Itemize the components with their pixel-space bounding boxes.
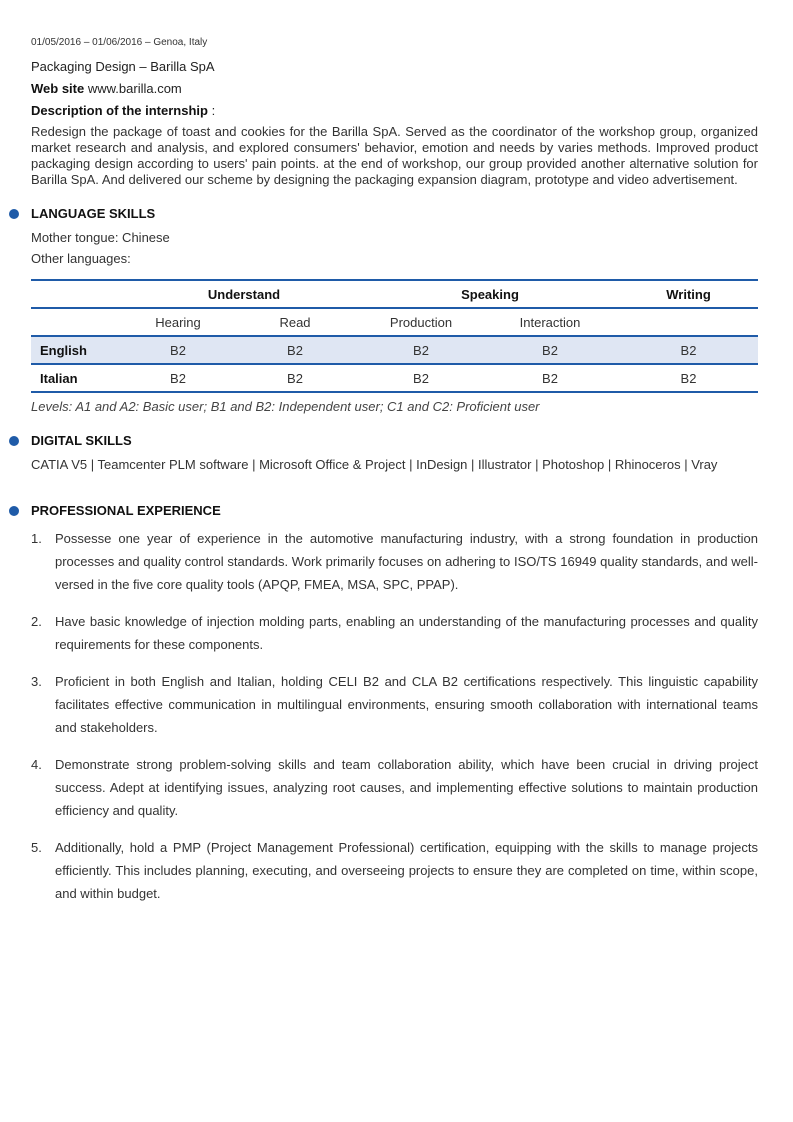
other-languages-label: Other languages: (31, 251, 131, 266)
cv-page (31, 36, 758, 919)
language-skills-section (31, 206, 758, 222)
internship-date-place: 01/05/2016 – 01/06/2016 – Genoa, Italy (31, 37, 208, 48)
level-hearing: B2 (170, 370, 186, 386)
list-item-number: 5. (31, 840, 42, 855)
section-bullet-icon (9, 209, 19, 219)
levels-note: Levels: A1 and A2: Basic user; B1 and B2: Independent user; C1 and C2: Proficient user (31, 399, 540, 414)
list-item-text: Additionally, hold a PMP (Project Management Professional) certification, equipping with the skills to manage projects efficiently. This includes planning, executing, and overseeing projects to ensure they are completed on time, within scope, and within budget. (55, 840, 758, 901)
subheader-interaction: Interaction (519, 314, 581, 330)
table-row (31, 364, 758, 392)
header-speaking: Speaking (461, 286, 519, 302)
level-interaction: B2 (542, 342, 558, 358)
experience-list (31, 527, 758, 905)
language-table-header-row (31, 280, 758, 308)
header-understand: Understand (207, 286, 281, 302)
internship-description: Redesign the package of toast and cookies for the Barilla SpA. Served as the coordinator of the workshop group, organized market research and analysis, and explored consumers' behavior, emotion and needs by varies methods. Improved product packaging design according to users' pain points. at the end of workshop, our group provided another alternative solution for Barilla SpA. And delivered our scheme by designing the packaging expansion diagram, prototype and video advertisement. (31, 124, 758, 187)
list-item (31, 753, 758, 822)
list-item-text: Proficient in both English and Italian, holding CELI B2 and CLA B2 certifications respectively. This linguistic capability facilitates effective communication in multilingual environments, ensuring smooth collaboration with international teams and stakeholders. (55, 674, 758, 735)
list-item (31, 836, 758, 905)
language-name: Italian (40, 370, 78, 386)
subheader-read: Read (279, 314, 311, 330)
list-item-number: 3. (31, 674, 42, 689)
level-writing: B2 (680, 370, 697, 386)
professional-experience-section (31, 503, 758, 519)
level-read: B2 (287, 370, 303, 386)
language-skills-title: LANGUAGE SKILLS (31, 206, 156, 221)
level-production: B2 (413, 370, 429, 386)
list-item-number: 1. (31, 531, 42, 546)
section-bullet-icon (9, 506, 19, 516)
list-item-text: Possesse one year of experience in the automotive manufacturing industry, with a strong foundation in production processes and quality control standards. Work primarily focuses on adhering to ISO/TS 16949 quality standards, and well-versed in the five core quality tools (APQP, FMEA, MSA, SPC, PPAP). (55, 531, 758, 592)
list-item (31, 527, 758, 596)
list-item-number: 2. (31, 614, 42, 629)
level-writing: B2 (680, 342, 697, 358)
subheader-production: Production (389, 314, 453, 330)
list-item (31, 610, 758, 656)
table-row (31, 336, 758, 364)
level-production: B2 (413, 342, 429, 358)
website-link[interactable]: www.barilla.com (87, 81, 182, 96)
professional-experience-title: PROFESSIONAL EXPERIENCE (31, 503, 221, 518)
description-heading (31, 100, 758, 122)
list-item (31, 670, 758, 739)
digital-skills-title: DIGITAL SKILLS (31, 433, 132, 448)
description-colon: : (207, 103, 216, 118)
level-read: B2 (287, 342, 303, 358)
language-table (31, 279, 758, 393)
internship-role: Packaging Design – Barilla SpA (31, 59, 215, 74)
website-line (31, 78, 758, 100)
list-item-number: 4. (31, 757, 42, 772)
level-hearing: B2 (170, 342, 186, 358)
list-item-text: Demonstrate strong problem-solving skills and team collaboration ability, which have been crucial in driving project success. Adept at identifying issues, analyzing root causes, and implementing effective solutions to maintain production efficiency and quality. (55, 757, 758, 818)
description-label: Description of the internship (31, 103, 208, 118)
language-table-subheader-row (31, 308, 758, 336)
section-bullet-icon (9, 436, 19, 446)
website-label: Web site (31, 81, 85, 96)
subheader-hearing: Hearing (155, 314, 201, 330)
header-writing: Writing (666, 286, 711, 302)
language-name: English (40, 342, 87, 358)
digital-skills-section (31, 433, 758, 449)
list-item-text: Have basic knowledge of injection molding parts, enabling an understanding of the manufacturing processes and quality requirements for these components. (55, 614, 758, 652)
digital-tools-list: CATIA V5 | Teamcenter PLM software | Microsoft Office & Project | InDesign | Illustrator | Photoshop | Rhinoceros | Vray (31, 457, 718, 472)
mother-tongue: Mother tongue: Chinese (31, 230, 170, 245)
level-interaction: B2 (542, 370, 558, 386)
